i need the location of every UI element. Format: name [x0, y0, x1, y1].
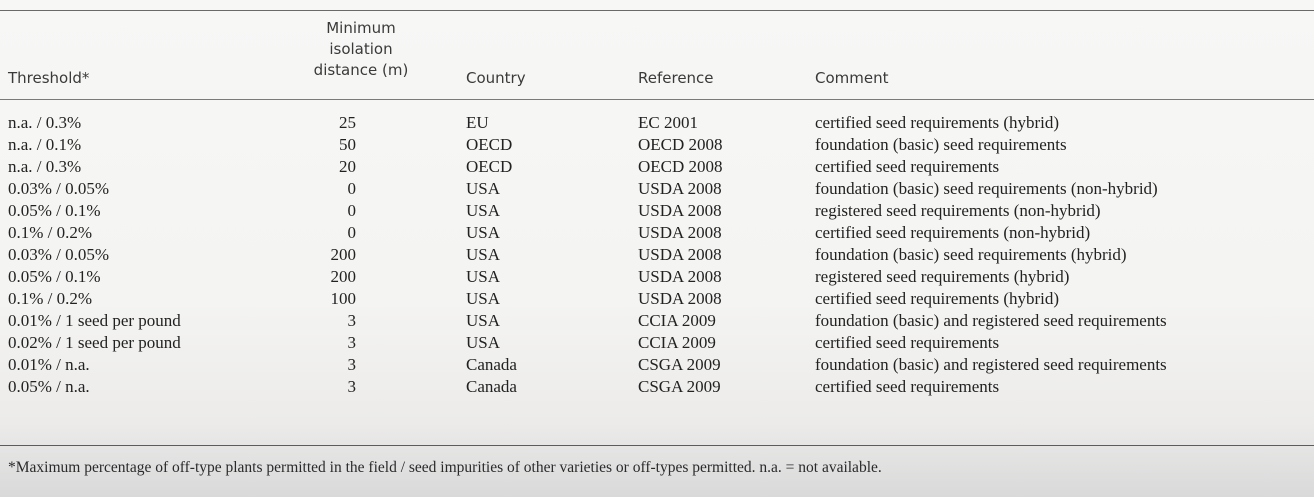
cell-comment: certified seed requirements (hybrid) — [815, 289, 1060, 308]
cell-reference: EC 2001 — [638, 113, 698, 132]
cell-reference: OECD 2008 — [638, 135, 723, 154]
cell-reference: USDA 2008 — [638, 267, 722, 286]
cell-threshold: 0.05% / n.a. — [8, 377, 90, 396]
cell-threshold: 0.01% / n.a. — [8, 355, 90, 374]
cell-country: USA — [466, 179, 501, 198]
cell-country: USA — [466, 311, 501, 330]
cell-distance: 20 — [339, 157, 356, 176]
table-row — [0, 354, 1314, 376]
table-footer-rule — [0, 445, 1314, 446]
cell-country: Canada — [466, 377, 517, 396]
cell-comment: certified seed requirements — [815, 333, 1000, 352]
cell-threshold: n.a. / 0.3% — [8, 157, 82, 176]
cell-country: OECD — [466, 157, 513, 176]
cell-threshold: n.a. / 0.1% — [8, 135, 82, 154]
cell-distance: 3 — [347, 333, 356, 352]
cell-country: USA — [466, 201, 501, 220]
cell-reference: USDA 2008 — [638, 245, 722, 264]
cell-threshold: 0.03% / 0.05% — [8, 245, 110, 264]
cell-country: USA — [466, 267, 501, 286]
header-distance — [286, 18, 436, 81]
cell-reference: CCIA 2009 — [638, 333, 716, 352]
cell-distance: 100 — [330, 289, 356, 308]
cell-threshold: 0.03% / 0.05% — [8, 179, 110, 198]
table-row — [0, 200, 1314, 222]
cell-distance: 200 — [330, 267, 356, 286]
table-row — [0, 288, 1314, 310]
cell-threshold: 0.1% / 0.2% — [8, 223, 93, 242]
table-top-rule — [0, 10, 1314, 11]
table-row — [0, 178, 1314, 200]
cell-threshold: 0.05% / 0.1% — [8, 267, 101, 286]
cell-distance: 3 — [347, 311, 356, 330]
cell-threshold: 0.01% / 1 seed per pound — [8, 311, 181, 330]
cell-reference: USDA 2008 — [638, 179, 722, 198]
table-row — [0, 332, 1314, 354]
cell-country: Canada — [466, 355, 517, 374]
table-header-rule — [0, 99, 1314, 100]
cell-distance: 50 — [339, 135, 356, 154]
cell-reference: CCIA 2009 — [638, 311, 716, 330]
cell-comment: foundation (basic) seed requirements — [815, 135, 1067, 154]
header-distance-line1: Minimum — [326, 19, 396, 37]
table-row — [0, 310, 1314, 332]
table-body — [0, 112, 1314, 398]
cell-comment: foundation (basic) and registered seed requirements — [815, 311, 1167, 330]
cell-country: USA — [466, 289, 501, 308]
table-row — [0, 376, 1314, 398]
cell-threshold: 0.05% / 0.1% — [8, 201, 101, 220]
table-row — [0, 134, 1314, 156]
table-row — [0, 222, 1314, 244]
table-row — [0, 266, 1314, 288]
header-reference: Reference — [638, 69, 714, 87]
cell-comment: certified seed requirements (non-hybrid) — [815, 223, 1091, 242]
cell-country: OECD — [466, 135, 513, 154]
cell-reference: CSGA 2009 — [638, 355, 721, 374]
cell-threshold: 0.1% / 0.2% — [8, 289, 93, 308]
cell-comment: foundation (basic) seed requirements (hybrid) — [815, 245, 1127, 264]
table-row — [0, 112, 1314, 134]
header-threshold: Threshold* — [8, 69, 90, 87]
header-distance-line3: distance (m) — [313, 61, 409, 79]
cell-threshold: 0.02% / 1 seed per pound — [8, 333, 181, 352]
header-country: Country — [466, 69, 526, 87]
table-row — [0, 156, 1314, 178]
cell-comment: registered seed requirements (non-hybrid) — [815, 201, 1101, 220]
cell-reference: CSGA 2009 — [638, 377, 721, 396]
cell-distance: 3 — [347, 355, 356, 374]
cell-threshold: n.a. / 0.3% — [8, 113, 82, 132]
cell-comment: foundation (basic) and registered seed requirements — [815, 355, 1167, 374]
cell-reference: USDA 2008 — [638, 223, 722, 242]
cell-distance: 0 — [347, 201, 356, 220]
table-footnote: *Maximum percentage of off-type plants permitted in the field / seed impurities of other varieties or off-types permitted. n.a. = not available. — [8, 459, 882, 476]
table-row — [0, 244, 1314, 266]
cell-distance: 0 — [347, 223, 356, 242]
cell-distance: 3 — [347, 377, 356, 396]
cell-comment: certified seed requirements — [815, 157, 1000, 176]
cell-comment: certified seed requirements (hybrid) — [815, 113, 1060, 132]
cell-comment: certified seed requirements — [815, 377, 1000, 396]
cell-country: EU — [466, 113, 489, 132]
header-distance-line2: isolation — [329, 40, 393, 58]
cell-reference: USDA 2008 — [638, 201, 722, 220]
cell-reference: OECD 2008 — [638, 157, 723, 176]
cell-country: USA — [466, 333, 501, 352]
cell-comment: registered seed requirements (hybrid) — [815, 267, 1070, 286]
cell-country: USA — [466, 245, 501, 264]
cell-distance: 25 — [339, 113, 356, 132]
cell-reference: USDA 2008 — [638, 289, 722, 308]
header-comment: Comment — [815, 69, 889, 87]
cell-comment: foundation (basic) seed requirements (non-hybrid) — [815, 179, 1158, 198]
cell-distance: 0 — [347, 179, 356, 198]
cell-country: USA — [466, 223, 501, 242]
cell-distance: 200 — [330, 245, 356, 264]
